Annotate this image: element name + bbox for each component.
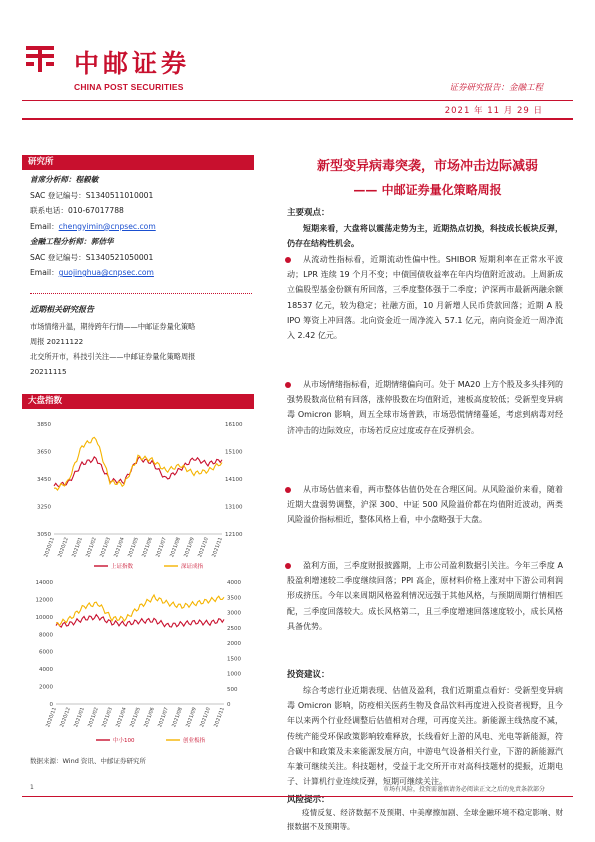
bullet-item xyxy=(287,482,563,528)
legend-label: 创业板指 xyxy=(183,738,206,744)
x-tick-label: 2021/10 xyxy=(197,536,210,559)
x-tick-label: 2021/01 xyxy=(71,536,84,559)
bullet-text: 从流动性指标看，近期流动性偏中性。SHIBOR 短期利率在正常水平波动；LPR 连续 19 个月不变；中债国债收益率在年内均值附近波动。上周新成立偏股型基金份额有所回落，三季度整体强于二季度；沪深两市最新两融余额 18537 亿元，较为稳定；社融方面，10 月新增人民币贷款回落；近期 A 股 IPO 筹资上冲回落。北向资金近一周净流入 57.1 亿元，南向资金近一周净流入 2.42 亿元。 xyxy=(287,255,563,341)
related-reports-heading: 近期相关研究报告 xyxy=(30,305,94,314)
y-right-tick-label: 500 xyxy=(227,686,238,693)
x-tick-label: 2021/11 xyxy=(211,536,224,559)
report-type: 证券研究报告：金融工程 xyxy=(449,83,543,93)
advice-heading: 投资建议： xyxy=(287,670,330,680)
y-left-tick-label: 6000 xyxy=(39,649,53,656)
legend-label: 上证指数 xyxy=(111,564,134,570)
analyst1-sac: SAC 登记编号：S1340511010001 xyxy=(30,190,154,200)
x-tick-label: 2021/05 xyxy=(129,706,142,729)
x-tick-label: 2021/09 xyxy=(183,536,196,559)
earnings-paragraph xyxy=(287,558,563,634)
risk-heading: 风险提示： xyxy=(287,795,330,805)
bullet-icon xyxy=(285,487,291,493)
related-report-1[interactable]: 市场情绪升温，期待跨年行情——中邮证券量化策略 xyxy=(30,322,196,331)
x-tick-label: 2021/01 xyxy=(73,706,86,729)
legend-label: 中小100 xyxy=(113,738,135,744)
x-tick-label: 2020/12 xyxy=(57,536,70,559)
y-left-tick-label: 10000 xyxy=(35,614,53,621)
bullet-icon xyxy=(285,382,291,388)
divider xyxy=(30,293,252,294)
x-tick-label: 2021/04 xyxy=(115,706,128,729)
lead-paragraph: 短期来看，大盘将以震荡走势为主，近期热点切换，科技成长板块反弹，仍存在结构性机会。 xyxy=(287,224,563,249)
liquidity-paragraph xyxy=(287,252,563,343)
y-left-tick-label: 14000 xyxy=(35,580,53,586)
y-right-tick-label: 13100 xyxy=(225,504,243,511)
bullet-text: 盈利方面，三季度财报披露期，上市公司盈利数据引关注。今年三季度 A 股盈利增速较二季度继续回落；PPI 高企，原材料价格上涨对中下游公司利润形成挤压。今年以来周期风格盈利情况远强于其他风格，与预期周期行情相匹配，三季度回落较大。成长风格第二，且三季度增速回落速度较小，成长风格具备优势。 xyxy=(287,561,563,631)
chart-sme-chinext xyxy=(26,576,252,748)
analyst1-phone: 联系电话：010-67017788 xyxy=(30,206,124,215)
footer-disclaimer: 市场有风险，投资需谨慎请务必阅读正文之后的免责条款部分 xyxy=(382,786,545,793)
y-right-tick-label: 4000 xyxy=(227,580,241,586)
bullet-icon xyxy=(285,257,291,263)
x-tick-label: 2021/09 xyxy=(185,706,198,729)
x-tick-label: 2020/11 xyxy=(43,536,56,559)
bullet-item xyxy=(287,252,563,343)
x-tick-label: 2021/08 xyxy=(169,536,182,559)
valuation-paragraph xyxy=(287,482,563,528)
chart-shanghai-shenzhen xyxy=(26,416,252,574)
bullet-text: 从市场情绪指标看，近期情绪偏向可。处于 MA20 上方个股及多头排列的强势股数高位稍有回落，涨停股数在均值附近，速板高度较低；受新型变异病毒 Omicron 影响，周五全球市场普跌，市场恐慌情绪蔓延，考虑到病毒对经济冲击的边际效应，市场若反应过度或存在反弹机会。 xyxy=(287,380,563,435)
y-right-tick-label: 15100 xyxy=(225,449,243,456)
analyst2-sac: SAC 登记编号：S1340521050001 xyxy=(30,252,154,262)
y-left-tick-label: 12000 xyxy=(35,597,53,604)
y-right-tick-label: 2500 xyxy=(227,625,241,632)
data-source: 数据来源：Wind 资讯、中邮证券研究所 xyxy=(30,757,146,765)
footer-divider xyxy=(22,796,573,797)
analyst2-email-row xyxy=(30,265,252,281)
y-left-tick-label: 3650 xyxy=(37,449,51,456)
related-report-1-date: 周报 20211122 xyxy=(30,337,84,346)
x-tick-label: 2021/06 xyxy=(143,706,156,729)
bullet-text: 从市场估值来看，两市整体估值仍处在合理区间。从风险溢价来看，随着近期大盘弱势调整，沪深 300、中证 500 风险溢价都在均值附近波动，两类风险溢价指标相近，整体风格上看，中小盘略强于大盘。 xyxy=(287,485,563,525)
x-tick-label: 2021/07 xyxy=(155,536,168,559)
x-tick-label: 2021/11 xyxy=(213,706,226,729)
x-tick-label: 2021/02 xyxy=(85,536,98,559)
brand-name-cn: 中邮证券 xyxy=(74,49,191,78)
sentiment-paragraph xyxy=(287,377,563,438)
email-label: Email： xyxy=(30,221,59,231)
x-tick-label: 2021/06 xyxy=(141,536,154,559)
series-line xyxy=(56,615,224,628)
bullet-item xyxy=(287,377,563,438)
y-left-tick-label: 3450 xyxy=(37,477,51,483)
x-tick-label: 2021/02 xyxy=(87,706,100,729)
analyst2-name: 金融工程分析师：郭佶华 xyxy=(30,237,114,246)
y-left-tick-label: 2000 xyxy=(39,684,53,691)
y-right-tick-label: 0 xyxy=(227,702,231,708)
risk-paragraph: 疫情反复、经济数据不及预期、中美摩擦加剧、全球金融环境不稳定影响、财报数据不及预期等。 xyxy=(287,808,563,831)
y-right-tick-label: 3000 xyxy=(227,610,241,617)
x-tick-label: 2021/08 xyxy=(171,706,184,729)
analyst2-email-link[interactable]: guojinghua@cnpsec.com xyxy=(58,268,154,277)
market-index-heading: 大盘指数 xyxy=(22,394,254,409)
y-left-tick-label: 3250 xyxy=(37,504,51,511)
institute-heading: 研究所 xyxy=(22,155,254,170)
related-report-2-date: 20211115 xyxy=(30,367,67,376)
x-tick-label: 2021/07 xyxy=(157,706,170,729)
analyst1-email-row xyxy=(30,219,252,235)
x-tick-label: 2021/05 xyxy=(127,536,140,559)
report-subtitle: —— 中邮证券量化策略周报 xyxy=(353,183,502,197)
brand-name-en: CHINA POST SECURITIES xyxy=(74,82,184,92)
company-logo-icon xyxy=(22,40,58,76)
analyst1-email-link[interactable]: chengyimin@cnpsec.com xyxy=(58,221,156,231)
y-right-tick-label: 14100 xyxy=(225,477,243,483)
y-left-tick-label: 3850 xyxy=(37,422,51,428)
advice-paragraph: 综合考虑行业近期表现、估值及盈利，我们近期重点看好：受新型变异病毒 Omicron 影响，防疫相关医药生物及食品饮料再度进入投资者视野，且今年以来两个行业经调整后估值相对合理，可再度关注。新能源主线热度不减，传统产能受环保政策影响较难释放，长线看好上游的风电、光电等新能源，符合碳中和政策及未来能源发展方向，中游电气设备相关行业，下游的新能源汽车兼可继续关注。科技题材，受益于北交所开市对高科技题材的提振，近期电子、计算机行业连续反弹，短期可继续关注。 xyxy=(287,686,563,787)
legend-label: 深证成指 xyxy=(181,564,204,570)
report-date: 2021 年 11 月 29 日 xyxy=(444,106,543,116)
y-right-tick-label: 1000 xyxy=(227,671,241,678)
bullet-item xyxy=(287,558,563,634)
y-right-tick-label: 1500 xyxy=(227,656,241,663)
email-label: Email： xyxy=(30,268,59,277)
main-points-heading: 主要观点： xyxy=(287,208,330,218)
x-tick-label: 2020/12 xyxy=(59,706,72,729)
page-number: 1 xyxy=(30,784,34,791)
y-left-tick-label: 8000 xyxy=(39,632,53,639)
related-reports-list xyxy=(30,319,252,379)
analyst1-name: 首席分析师：程毅敏 xyxy=(30,175,99,184)
y-left-tick-label: 4000 xyxy=(39,667,53,674)
y-right-tick-label: 2000 xyxy=(227,641,241,647)
report-title: 新型变异病毒突袭，市场冲击边际减弱 xyxy=(316,159,538,174)
y-right-tick-label: 12100 xyxy=(225,532,243,538)
y-left-tick-label: 3050 xyxy=(37,532,51,538)
series-line xyxy=(54,437,222,490)
y-right-tick-label: 3500 xyxy=(227,595,241,602)
x-tick-label: 2020/11 xyxy=(45,706,58,729)
y-left-tick-label: 0 xyxy=(49,702,53,708)
bullet-icon xyxy=(285,563,291,569)
analyst-info xyxy=(30,172,252,281)
x-tick-label: 2021/03 xyxy=(99,536,112,559)
x-tick-label: 2021/10 xyxy=(199,706,212,729)
x-tick-label: 2021/04 xyxy=(113,536,126,559)
x-tick-label: 2021/03 xyxy=(101,706,114,729)
y-right-tick-label: 16100 xyxy=(225,422,243,428)
related-report-2[interactable]: 北交所开市，科技引关注——中邮证券量化策略周报 xyxy=(30,352,196,361)
